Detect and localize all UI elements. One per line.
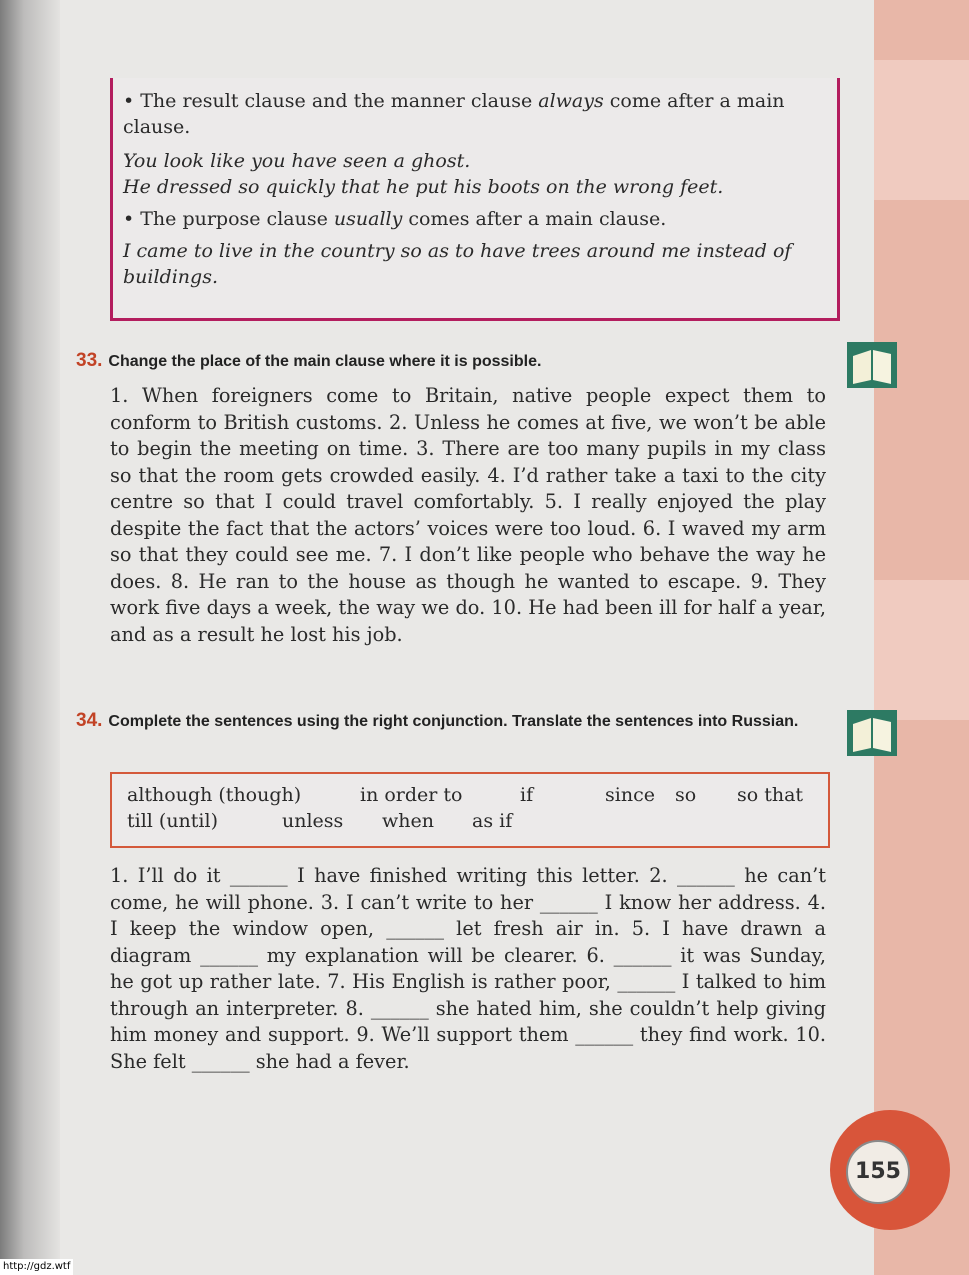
rule-emphasis: usually bbox=[333, 208, 403, 230]
book-icon bbox=[845, 708, 899, 758]
word-option: since bbox=[605, 784, 655, 806]
side-tab bbox=[874, 580, 969, 720]
word-option: so bbox=[675, 784, 697, 806]
exercise-number: 33. bbox=[76, 350, 103, 371]
rule-text: come after a main clause. bbox=[123, 90, 785, 138]
word-option: in order to bbox=[360, 784, 463, 806]
exercise-34-text: 1. I’ll do it ______ I have finished writing this letter. 2. ______ he can’t come, he will phone. 3. I can’t write to her ______ I know her address. 4. I keep the window open, ______ let fresh air in. 5. I have drawn a diagram ______ my explanation will be clearer. 6. ______ it was Sunday, he got up rather late. 7. His English is rather poor, ______ I talked to him through an interpreter. 8. ______ she hated him, she couldn’t help giving him money and support. 9. We’ll support them ______ they find work. 10. She felt ______ she had a fever. bbox=[110, 864, 826, 1073]
conjunction-word-box bbox=[110, 772, 830, 848]
exercise-33-heading bbox=[76, 350, 541, 372]
page-number-badge bbox=[830, 1110, 950, 1230]
exercise-34-heading bbox=[76, 710, 828, 733]
book-spine-shadow bbox=[0, 0, 60, 1275]
example-sentence: I came to live in the country so as to have trees around me instead of buildings. bbox=[123, 240, 792, 288]
rule-text: The purpose clause bbox=[140, 208, 334, 230]
book-icon bbox=[845, 340, 899, 390]
side-tab bbox=[874, 60, 969, 200]
word-option: when bbox=[382, 810, 434, 832]
word-option: as if bbox=[472, 810, 513, 832]
example-sentence: You look like you have seen a ghost. bbox=[123, 150, 471, 172]
word-option: till (until) bbox=[127, 810, 218, 832]
example-sentence: He dressed so quickly that he put his boots on the wrong feet. bbox=[123, 176, 724, 198]
word-option: if bbox=[520, 784, 534, 806]
exercise-number: 34. bbox=[76, 710, 103, 731]
grammar-rule-box bbox=[110, 78, 840, 321]
rule-bullet-1: • The result clause and the manner clause always come after a main clause. bbox=[123, 90, 785, 138]
page-side-band bbox=[874, 0, 969, 1275]
word-option: although (though) bbox=[127, 784, 302, 806]
exercise-instruction: Change the place of the main clause where it is possible. bbox=[108, 353, 542, 370]
exercise-33-text: 1. When foreigners come to Britain, native people expect them to conform to British customs. 2. Unless he comes at five, we won’t be able to begin the meeting on time. 3. There are too many pupils in my class so that the room gets crowded easily. 4. I’d rather take a taxi to the city centre so that I could travel comfortably. 5. I really enjoyed the play despite the fact that the actors’ voices were too loud. 6. I waved my arm so that they could see me. 7. I don’t like people who behave the way he does. 8. He ran to the house as though he wanted to escape. 9. They work five days a week, the way we do. 10. He had been ill for half a year, and as a result he lost his job. bbox=[110, 384, 826, 646]
word-option: unless bbox=[282, 810, 344, 832]
page-number: 155 bbox=[846, 1140, 910, 1204]
rule-text: comes after a main clause. bbox=[402, 208, 667, 230]
rule-bullet-2: • The purpose clause usually comes after a main clause. bbox=[123, 208, 667, 230]
exercise-instruction: Complete the sentences using the right conjunction. Translate the sentences into Russian. bbox=[108, 713, 799, 730]
watermark-link[interactable]: http://gdz.wtf bbox=[0, 1259, 73, 1275]
word-option: so that bbox=[737, 784, 804, 806]
rule-emphasis: always bbox=[538, 90, 604, 112]
rule-text: The result clause and the manner clause bbox=[140, 90, 539, 112]
